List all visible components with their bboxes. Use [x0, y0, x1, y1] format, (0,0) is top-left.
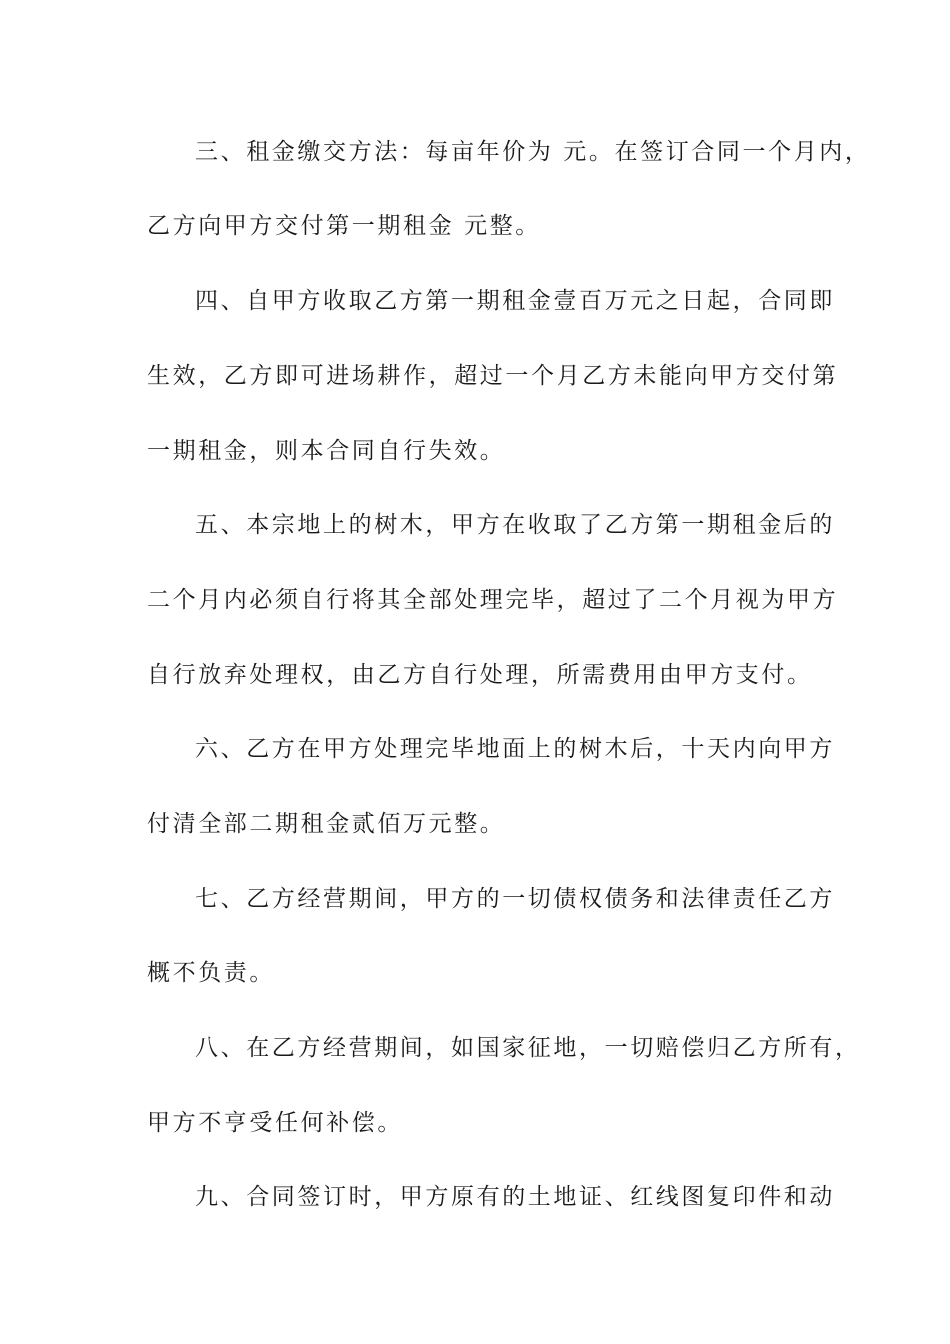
clause-7-line-2: 概不负责。 [147, 960, 275, 986]
clause-3-line-1: 三、租金缴交方法：每亩年价为 元。在签订合同一个月内， [195, 139, 871, 165]
clause-9-line-1: 九、合同签订时，甲方原有的土地证、红线图复印件和动 [195, 1184, 835, 1210]
clause-3-line-2: 乙方向甲方交付第一期租金 元整。 [147, 213, 541, 239]
clause-6-line-1: 六、乙方在甲方处理完毕地面上的树木后，十天内向甲方 [195, 736, 835, 762]
clause-5-line-1: 五、本宗地上的树木，甲方在收取了乙方第一期租金后的 [195, 512, 835, 538]
clause-4-line-2: 生效，乙方即可进场耕作，超过一个月乙方未能向甲方交付第 [147, 363, 839, 389]
clause-8-line-1: 八、在乙方经营期间，如国家征地，一切赔偿归乙方所有， [195, 1035, 861, 1061]
clause-4-line-1: 四、自甲方收取乙方第一期租金壹百万元之日起，合同即 [195, 288, 835, 314]
clause-5-line-2: 二个月内必须自行将其全部处理完毕，超过了二个月视为甲方 [147, 587, 839, 613]
clause-5-line-3: 自行放弃处理权，由乙方自行处理，所需费用由甲方支付。 [147, 662, 813, 688]
clause-6-line-2: 付清全部二期租金贰佰万元整。 [147, 811, 506, 837]
clause-4-line-3: 一期租金，则本合同自行失效。 [147, 438, 506, 464]
clause-7-line-1: 七、乙方经营期间，甲方的一切债权债务和法律责任乙方 [195, 886, 835, 912]
clause-8-line-2: 甲方不亨受任何补偿。 [147, 1110, 403, 1136]
